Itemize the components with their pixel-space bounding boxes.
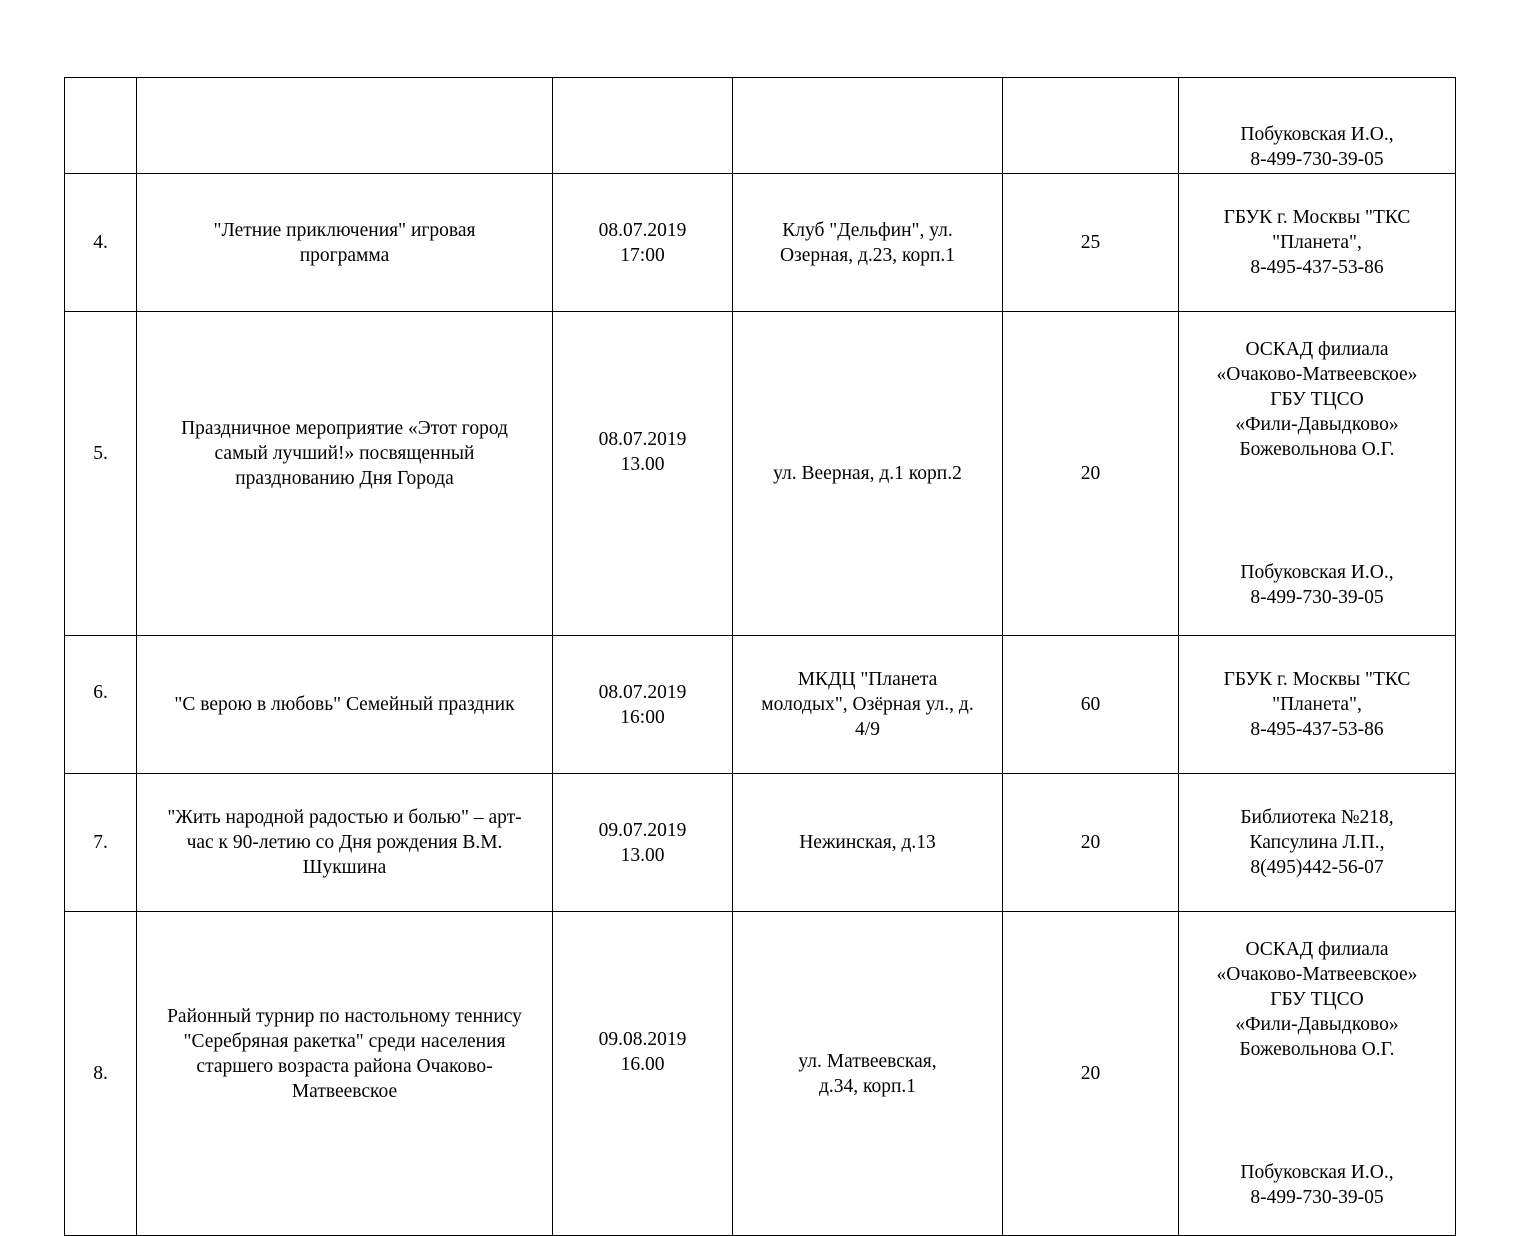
organizer-main: ОСКАД филиала «Очаково-Матвеевское» ГБУ ТЦСО «Фили-Давыдково» Божевольнова О.Г. [1216,939,1418,1060]
event-date: 09.08.2019 16.00 [598,1028,687,1075]
table-row [65,78,1456,174]
cell-organizer: Побуковская И.О., 8-499-730-39-05 [1179,78,1456,174]
cell-number: 8. [65,912,137,1236]
organizer-gap [1185,1087,1449,1135]
cell-event-name [137,912,553,1236]
cell-number [65,312,137,636]
cell-event-name [137,78,553,174]
cell-place: Клуб "Дельфин", ул. Озерная, д.23, корп.1 [733,174,1003,312]
table-row [65,174,1456,312]
cell-count: 60 [1003,636,1179,774]
cell-number: 7. [65,774,137,912]
row-number: 5. [93,443,108,464]
table-row [65,636,1456,774]
row-number: 6. [93,682,108,703]
event-name: Праздничное мероприятие «Этот город самый лучший!» посвященный празднованию Дня Города [181,418,508,489]
cell-number [65,636,137,774]
cell-event-name [137,312,553,636]
event-date: 08.07.2019 13.00 [598,428,687,475]
cell-organizer: ГБУК г. Москвы "ТКС "Планета", 8-495-437-53-86 [1179,174,1456,312]
cell-date [553,912,733,1236]
table-row [65,312,1456,636]
cell-number: 4. [65,174,137,312]
table-row [65,774,1456,912]
event-name: Районный турнир по настольному теннису "Серебряная ракетка" среди населения старшего возраста района Очаково- Матвеевское [167,1005,522,1102]
cell-count [1003,78,1179,174]
cell-date: 08.07.2019 16:00 [553,636,733,774]
events-table [64,77,1456,1236]
organizer-gap [1185,487,1449,535]
cell-number [65,78,137,174]
cell-organizer [1179,912,1456,1236]
organizer-extra: Побуковская И.О., 8-499-730-39-05 [1240,562,1394,608]
cell-event-name: "Летние приключения" игровая программа [137,174,553,312]
cell-event-name: "Жить народной радостью и болью" – арт- час к 90-летию со Дня рождения В.М. Шукшина [137,774,553,912]
cell-date [553,312,733,636]
organizer-main: ОСКАД филиала «Очаково-Матвеевское» ГБУ ТЦСО «Фили-Давыдково» Божевольнова О.Г. [1216,339,1418,460]
cell-place: Нежинская, д.13 [733,774,1003,912]
cell-count: 20 [1003,774,1179,912]
cell-count: 25 [1003,174,1179,312]
cell-count: 20 [1003,312,1179,636]
cell-place: ул. Веерная, д.1 корп.2 [733,312,1003,636]
cell-event-name: "С верою в любовь" Семейный праздник [137,636,553,774]
cell-date: 08.07.2019 17:00 [553,174,733,312]
cell-place: ул. Матвеевская, д.34, корп.1 [733,912,1003,1236]
cell-organizer: ГБУК г. Москвы "ТКС "Планета", 8-495-437-53-86 [1179,636,1456,774]
cell-place [733,78,1003,174]
cell-date: 09.07.2019 13.00 [553,774,733,912]
cell-count: 20 [1003,912,1179,1236]
cell-organizer [1179,312,1456,636]
organizer-extra: Побуковская И.О., 8-499-730-39-05 [1240,1162,1394,1208]
cell-organizer: Библиотека №218, Капсулина Л.П., 8(495)442-56-07 [1179,774,1456,912]
cell-date [553,78,733,174]
table-row [65,912,1456,1236]
cell-place: МКДЦ "Планета молодых", Озёрная ул., д. 4/9 [733,636,1003,774]
